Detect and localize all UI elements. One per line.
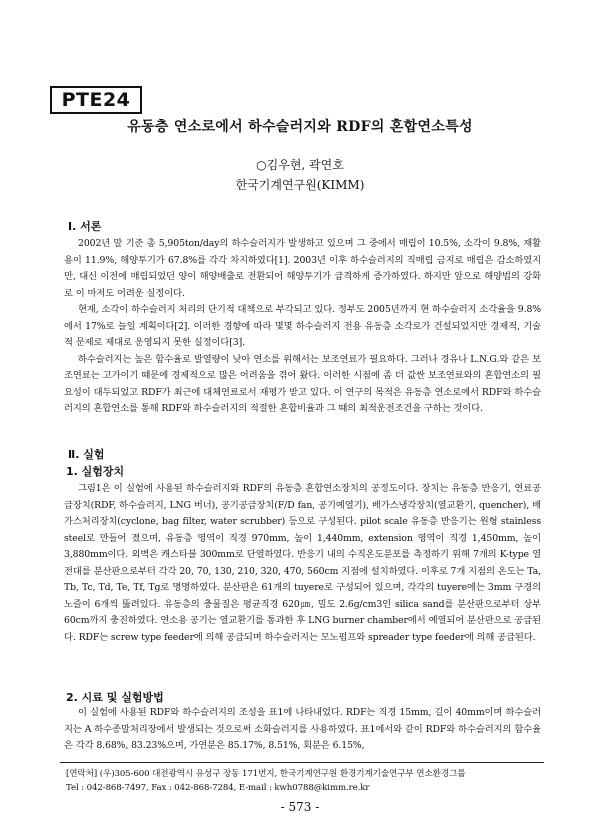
intro-paragraph-3: 하수슬러지는 높은 함수율로 발열량이 낮아 연소를 위해서는 보조연료가 필요하다. 그러나 경유나 L.N.G.와 같은 보조연료는 고가이기 때문에 경제적으로 많은 어려움을 겪어 왔다. 이러한 시점에 좀 더 값싼 보조연료와의 혼합연소의 필요성이 대두되었고 RDF가 최근에 대체연료로서 재평가 받고 있다. 이 연구의 목적은 유동층 연소로에서 RDF와 하수슬러지의 혼합연소를 통해 RDF와 하수슬러지의 적절한 혼합비율과 그 때의 최적운전조건을 구하는 것이다. [64,353,541,414]
intro-paragraph-2: 현재, 소각이 하수슬러지 처리의 단기적 대책으로 부각되고 있다. 정부도 2005년까지 현 하수슬러지 소각율을 9.8%에서 17%로 늘일 계획이다[2]. 이러한 경향에 따라 몇몇 하수슬러지 전용 유동층 소각로가 건설되었지만 경제적, 기술적 문제로 제대로 운영되지 못한 실정이다[3]. [64,304,541,348]
section-heading-intro: Ⅰ. 서론 [68,220,102,233]
contact-address: [연락처] (우)305-600 대전광역시 유성구 장동 171번지, 한국기계연구원 환경기계기술연구부 연소환경그룹 [66,769,466,779]
contact-info [66,767,546,795]
apparatus-paragraph-1: 그림1은 이 실험에 사용된 하수슬러지와 RDF의 유동층 혼합연소장치의 공정도이다. 장치는 유동층 반응기, 연료공급장치(RDF, 하수슬러지, LNG 버너), 공기공급장치(F/D fan, 공기예열기), 배가스냉각장치(열교환기, quencher), 배가스처리장치(cyclone, bag filter, water scrubber) 등으로 구성된다. pilot scale 유동층 반응기는 원형 stainless steel로 만들어 졌으며, 유동층 영역이 직경 970mm, 높이 1,440mm, extension 영역이 직경 1,450mm, 높이 3,880mm이다. 외벽은 캐스타블 300mm로 단열하였다. 반응기 내의 수직온도분포를 측정하기 위해 7개의 K-type 열전대를 분산판으로부터 각각 20, 70, 130, 210, 320, 470, 560cm 지점에 설치하였다. 이후로 7개 지점의 온도는 Ta, Tb, Tc, Td, Te, Tf, Tg로 명명하였다. 분산판은 61개의 tuyere로 구성되어 있으며, 각각의 tuyere에는 3mm 구경의 노즐이 6개씩 뚫려있다. 유동층의 충물질은 평균직경 620㎛, 밀도 2.6g/cm3인 silica sand를 분산판으로부터 상부 60cm까지 충진하였다. 연소용 공기는 열교환기를 통과한 후 LNG burner chamber에서 예열되어 분산판으로 공급된다. RDF는 screw type feeder에 의해 공급되며 하수슬러지는 모노펌프와 spreader type feeder에 의해 공급된다. [64,483,541,643]
paper-code-box: PTE24 [50,86,142,114]
subsection-heading-apparatus: 1. 실험장치 [66,465,125,478]
paper-title: 유동층 연소로에서 하수슬러지와 RDF의 혼합연소특성 [127,119,473,135]
apparatus-body [64,481,541,646]
section-heading-experiment: Ⅱ. 실험 [68,448,105,461]
method-paragraph-1: 이 실험에 사용된 RDF와 하수슬러지의 조성을 표1에 나타내었다. RDF는 직경 15mm, 길이 40mm이며 하수슬러지는 A 하수종말처리장에서 발생되는 것으로써 소화슬러지를 사용하였다. 표1에서와 같이 RDF와 하수슬러지의 함수율은 각각 8.68%, 83.23%으며, 가연분은 85.17%, 8.51%, 회분은 6.15%, [64,707,541,751]
intro-body [64,236,541,418]
affiliation: 한국기계연구원(KIMM) [235,178,365,192]
page-number: - 573 - [280,800,320,814]
subsection-heading-method: 2. 시료 및 실험방법 [66,691,164,704]
method-body [64,705,541,755]
footer-rule [60,762,544,763]
contact-phone-email: Tel : 042-868-7497, Fax : 042-868-7284, E-mail : kwh0788@kimm.re.kr [66,783,370,793]
authors: ○김우현, 곽연호 [256,158,344,172]
intro-paragraph-1: 2002년 말 기준 총 5,905ton/day의 하수슬러지가 발생하고 있으며 그 중에서 매립이 10.5%, 소각이 9.8%, 재활용이 11.9%, 해양투기가 67.8%를 각각 차지하였다[1]. 2003년 이후 하수슬러지의 직매립 금지로 매립은 감소하였지만, 대신 이전에 매립되었던 양이 해양배출로 전환되어 해양투기가 급격하게 증가하였다. 하지만 앞으로 해양법의 강화로 이 마저도 어려운 실정이다. [64,238,541,299]
